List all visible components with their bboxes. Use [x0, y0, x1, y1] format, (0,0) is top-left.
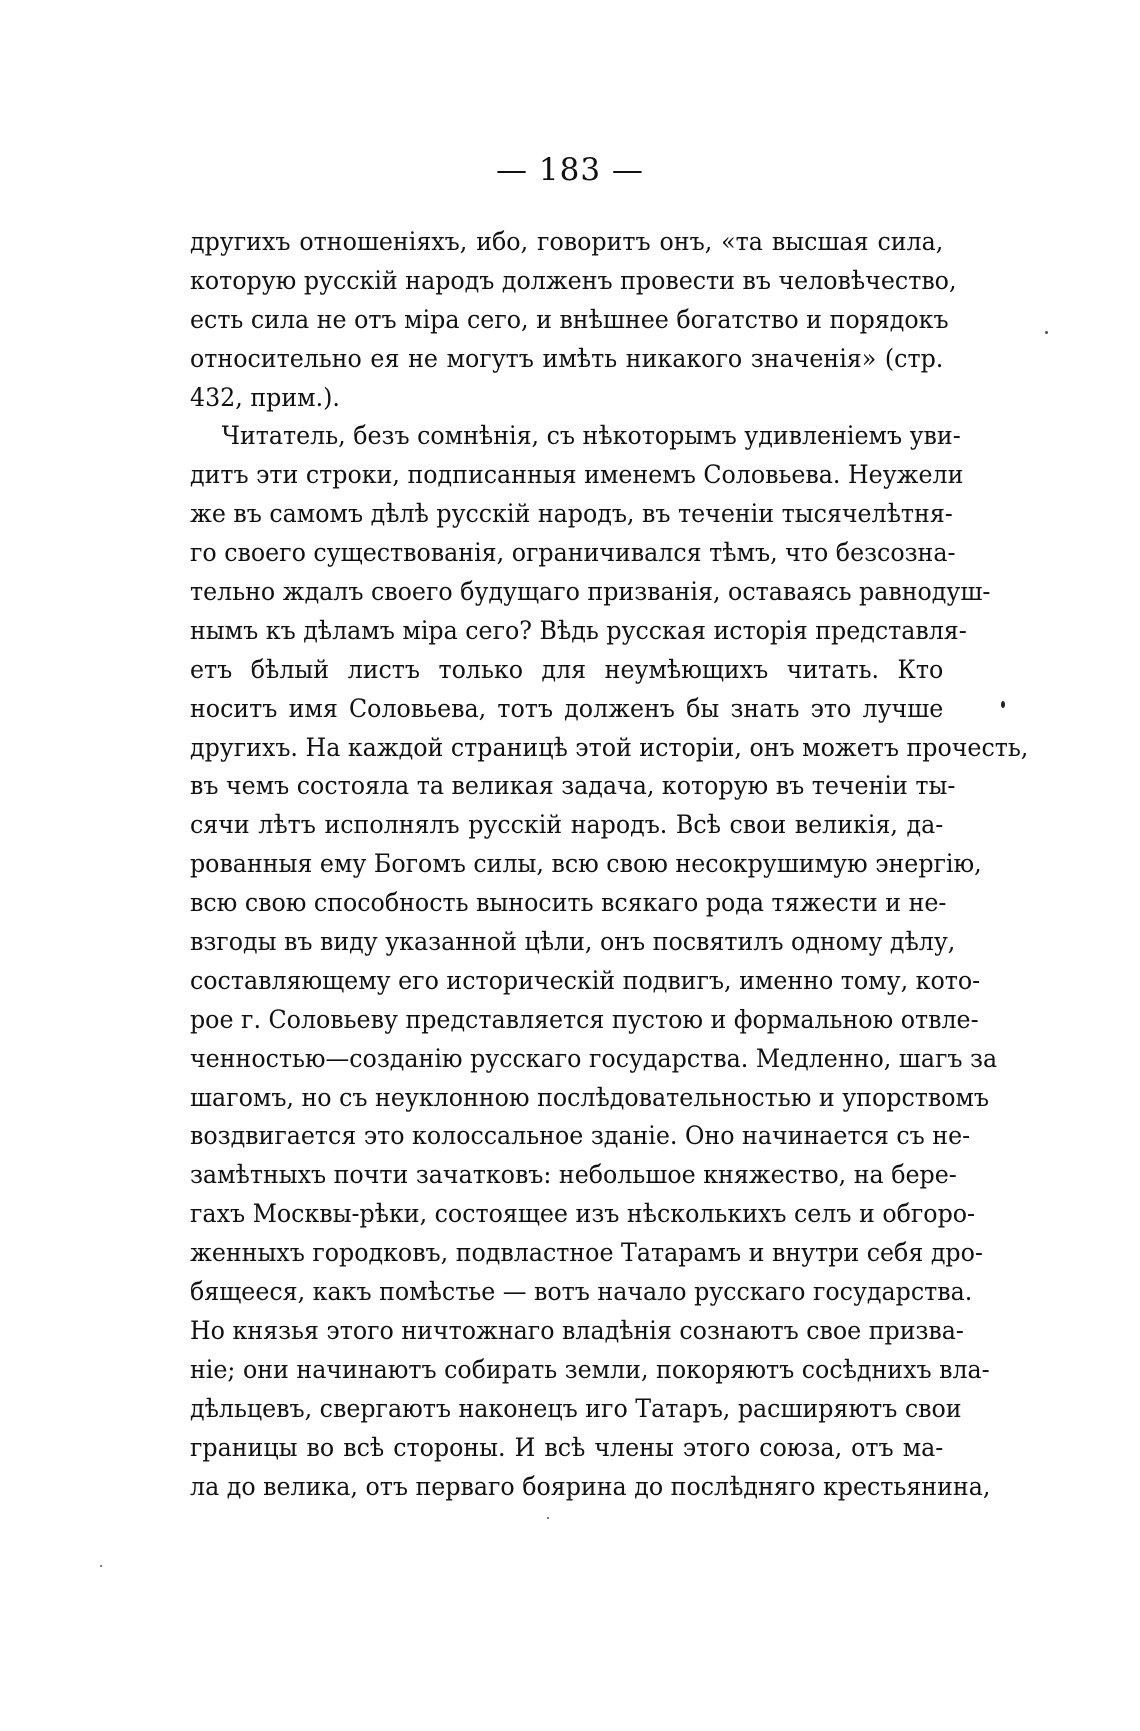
text-line: въ чемъ состояла та великая задача, которую въ теченіи ты- [190, 771, 956, 802]
text-line: Но князья этого ничтожнаго владѣнія сознаютъ свое призва- [190, 1315, 964, 1346]
text-line: же въ самомъ дѣлѣ русскій народъ, въ теченіи тысячелѣтня- [190, 499, 953, 530]
text-line: гахъ Москвы-рѣки, состоящее изъ нѣсколькихъ селъ и обгоро- [190, 1199, 976, 1230]
text-line: рое г. Соловьеву представляется пустою и формальною отвле- [190, 1004, 979, 1035]
text-line: шагомъ, но съ неуклонною послѣдовательностью и упорствомъ [190, 1082, 990, 1113]
text-line: нымъ къ дѣламъ міра сего? Вѣдь русская исторія представля- [190, 615, 967, 646]
text-line: другихъ отношеніяхъ, ибо, говоритъ онъ, «та высшая сила, [190, 227, 944, 257]
text-line: относительно ея не могутъ имѣть никакого значенія» (стр. [190, 343, 944, 374]
scan-speck [1045, 331, 1048, 334]
text-line: границы во всѣ стороны. И всѣ члены этого союза, отъ ма- [190, 1432, 944, 1463]
body-text [190, 223, 1029, 1506]
scan-speck [1001, 701, 1005, 708]
text-line: всю свою способность выносить всякаго рода тяжести и не- [190, 888, 947, 919]
text-line: тельно ждалъ своего будущаго призванія, оставаясь равнодуш- [190, 577, 991, 608]
text-line: есть сила не отъ міра сего, и внѣшнее богатство и порядокъ [190, 304, 949, 335]
text-line: Читатель, безъ сомнѣнія, съ нѣкоторымъ удивленіемъ уви- [221, 421, 961, 452]
text-line: ченностью—созданію русскаго государства. Медленно, шагъ за [190, 1043, 998, 1074]
text-line: взгоды въ виду указанной цѣли, онъ посвятилъ одному дѣлу, [190, 927, 956, 958]
text-line: ла до велика, отъ перваго боярина до послѣдняго крестьянина, [190, 1471, 991, 1502]
text-line: носитъ имя Соловьева, тотъ долженъ бы знать это лучше [190, 693, 944, 724]
scan-speck [547, 1517, 549, 1519]
text-line: женныхъ городковъ, подвластное Татарамъ и внутри себя дро- [190, 1238, 983, 1269]
text-line: дитъ эти строки, подписанныя именемъ Соловьева. Неужели [190, 460, 964, 491]
text-line: воздвигается это колоссальное зданіе. Оно начинается съ не- [190, 1121, 971, 1152]
text-line: составляющему его историческій подвигъ, именно тому, кото- [190, 965, 981, 996]
scan-speck [100, 1565, 102, 1567]
text-line: 432, прим.). [190, 382, 340, 413]
text-line: дѣльцевъ, свергаютъ наконецъ иго Татаръ, расширяютъ свои [190, 1393, 962, 1424]
text-line: другихъ. На каждой страницѣ этой исторіи, онъ можетъ прочесть, [190, 732, 1029, 763]
text-line: которую русскій народъ долженъ провести въ человѣчество, [190, 265, 957, 296]
text-line: ніе; они начинаютъ собирать земли, покоряютъ сосѣднихъ вла- [190, 1354, 990, 1385]
text-line: бящееся, какъ помѣстье — вотъ начало русскаго государства. [190, 1277, 973, 1308]
paragraph [190, 417, 1029, 1506]
text-line: замѣтныхъ почти зачатковъ: небольшое княжество, на бере- [190, 1160, 957, 1191]
text-line: етъ бѣлый листъ только для неумѣющихъ читать. Кто [190, 654, 944, 685]
text-line: сячи лѣтъ исполнялъ русскій народъ. Всѣ свои великія, да- [190, 810, 944, 841]
text-line: го своего существованія, ограничивался тѣмъ, что безсозна- [190, 538, 956, 569]
text-line: рованныя ему Богомъ силы, всю свою несокрушимую энергію, [190, 849, 982, 880]
page-number: — 183 — [496, 152, 644, 188]
paragraph [190, 223, 957, 417]
